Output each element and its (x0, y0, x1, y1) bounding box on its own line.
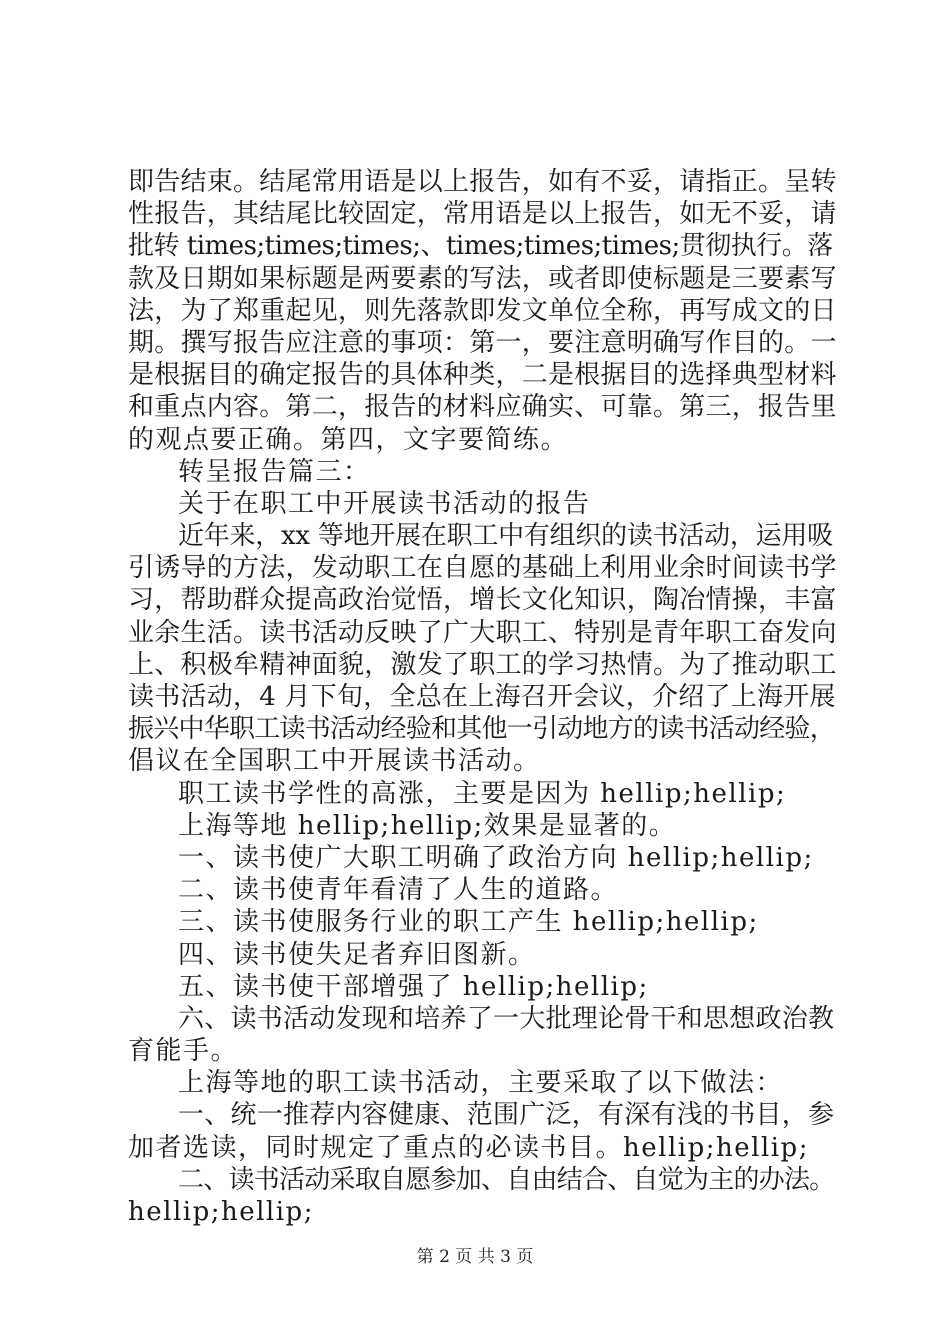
text-line: 三、读书使服务行业的职工产生 hellip;hellip; (178, 907, 759, 938)
text-line: 即告结束。结尾常用语是以上报告，如有不妥，请指正。呈转 (128, 167, 837, 197)
text-line: 育能手。 (128, 1036, 239, 1067)
text-line: 振兴中华职工读书活动经验和其他一引动地方的读书活动经验， (128, 714, 836, 745)
page-number-footer: 第 2 页 共 3 页 (416, 1247, 534, 1267)
document-body (128, 166, 838, 1228)
text-line: 业余生活。读书活动反映了广大职工、特别是青年职工奋发向 (128, 617, 837, 648)
text-line: 二、读书活动采取自愿参加、自由结合、自觉为主的办法。 (178, 1164, 835, 1195)
text-line: 法，为了郑重起见，则先落款即发文单位全称，再写成文的日 (128, 295, 837, 326)
text-line: hellip;hellip; (128, 1197, 314, 1227)
text-line: 六、读书活动发现和培养了一大批理论骨干和思想政治教 (178, 1003, 835, 1034)
text-line: 习，帮助群众提高政治觉悟，增长文化知识，陶冶情操，丰富 (128, 585, 837, 616)
text-line: 的观点要正确。第四，文字要简练。 (128, 424, 569, 455)
text-line: 一、读书使广大职工明确了政治方向 hellip;hellip; (178, 842, 814, 873)
text-line: 关于在职工中开展读书活动的报告 (178, 488, 591, 519)
text-line: 引诱导的方法，发动职工在自愿的基础上利用业余时间读书学 (128, 553, 837, 584)
text-line: 是根据目的确定报告的具体种类，二是根据目的选择典型材料 (128, 360, 837, 391)
text-line: 转呈报告篇三： (178, 456, 371, 487)
text-line: 职工读书学性的高涨，主要是因为 hellip;hellip; (178, 778, 787, 809)
text-line: 期。撰写报告应注意的事项：第一，要注意明确写作目的。一 (128, 327, 837, 358)
text-line: 四、读书使失足者弃旧图新。 (178, 939, 536, 970)
text-line: 上海等地的职工读书活动，主要采取了以下做法： (178, 1068, 784, 1099)
text-line: 一、统一推荐内容健康、范围广泛，有深有浅的书目，参 (178, 1100, 835, 1131)
text-line: 读书活动，4 月下旬，全总在上海召开会议，介绍了上海开展 (128, 682, 836, 712)
text-line: 上海等地 hellip;hellip;效果是显著的。 (178, 810, 677, 841)
text-line: 二、读书使青年看清了人生的道路。 (178, 875, 619, 906)
text-line: 批转 times;times;times;、times;times;times;贯彻执行。落 (128, 231, 833, 262)
text-line: 加者选读，同时规定了重点的必读书目。hellip;hellip; (128, 1132, 809, 1163)
text-line: 和重点内容。第二，报告的材料应确实、可靠。第三，报告里 (128, 392, 837, 423)
text-line: 倡议在全国职工中开展读书活动。 (128, 746, 541, 777)
text-line: 五、读书使干部增强了 hellip;hellip; (178, 971, 649, 1002)
text-line: 性报告，其结尾比较固定，常用语是以上报告，如无不妥，请 (128, 199, 837, 230)
text-line: 近年来，xx 等地开展在职工中有组织的读书活动，运用吸 (178, 521, 833, 552)
text-line: 上、积极牟精神面貌，激发了职工的学习热情。为了推动职工 (128, 649, 837, 680)
text-line: 款及日期如果标题是两要素的写法，或者即使标题是三要素写 (128, 263, 837, 294)
